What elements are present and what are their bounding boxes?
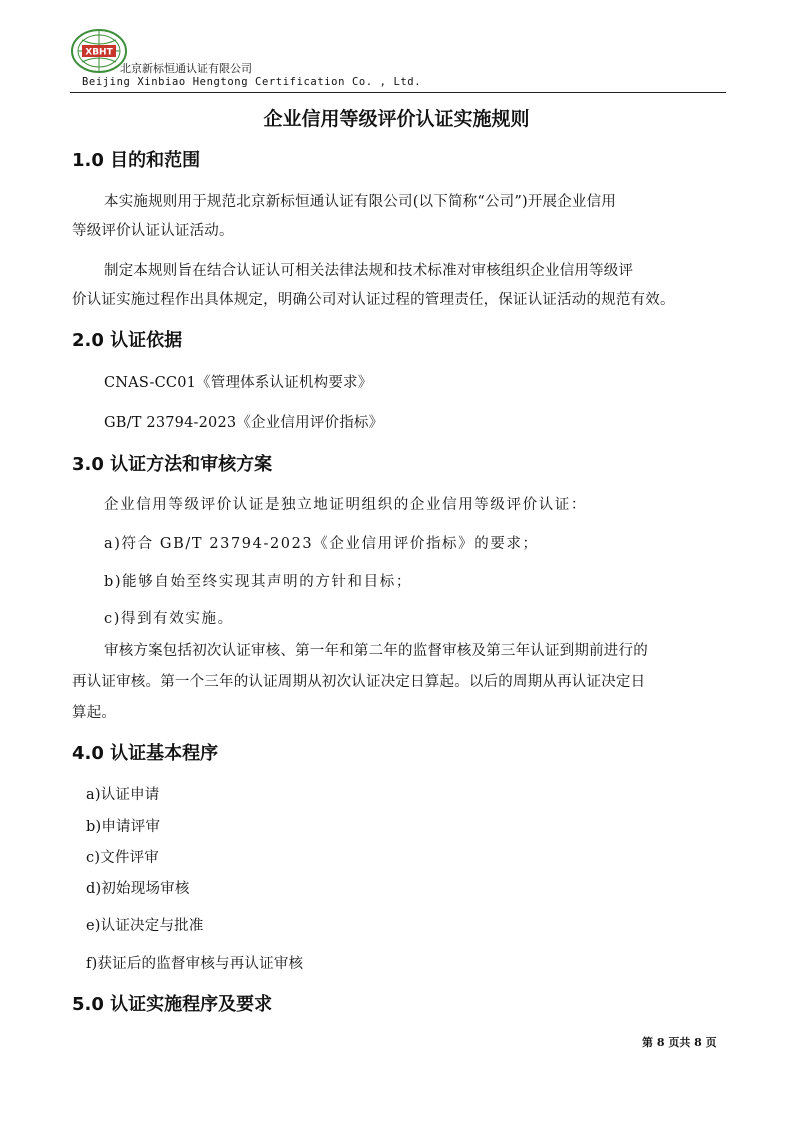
company-name-en: Beijing Xinbiao Hengtong Certification Co. , Ltd. [82,76,422,88]
company-name-cn: 北京新标恒通认证有限公司 [120,62,252,75]
section-3-paragraph-line-2: 再认证审核。第一个三年的认证周期从初次认证决定日算起。以后的周期从再认证决定日 [72,674,646,690]
procedure-item-c: c)文件评审 [86,850,159,866]
procedure-item-d: d)初始现场审核 [86,881,190,897]
header-divider [70,92,726,93]
section-3-paragraph-line-1: 审核方案包括初次认证审核、第一年和第二年的监督审核及第三年认证到期前进行的 [104,643,648,659]
section-5-heading: 5.0 认证实施程序及要求 [72,994,273,1015]
document-title: 企业信用等级评价认证实施规则 [263,108,530,130]
procedure-item-a: a)认证申请 [86,787,160,803]
logo-text: XBHT [85,47,113,58]
section-2-heading: 2.0 认证依据 [72,330,183,351]
section-1-paragraph-2-line-2: 价认证实施过程作出具体规定，明确公司对认证过程的管理责任，保证认证活动的规范有效。 [72,292,675,308]
procedure-item-e: e)认证决定与批准 [86,918,204,934]
section-4-heading: 4.0 认证基本程序 [72,743,219,764]
section-3-item-b: b)能够自始至终实现其声明的方针和目标； [104,574,412,590]
section-3-intro: 企业信用等级评价认证是独立地证明组织的企业信用等级评价认证： [104,497,587,513]
section-3-paragraph-line-3: 算起。 [72,705,117,721]
section-3-heading: 3.0 认证方法和审核方案 [72,454,273,475]
section-1-paragraph-2-line-1: 制定本规则旨在结合认证认可相关法律法规和技术标准对审核组织企业信用等级评 [104,263,634,279]
section-3-item-a: a)符合 GB/T 23794-2023《企业信用评价指标》的要求； [104,536,539,552]
page-number: 第 8 页共 8 页 [642,1036,717,1049]
section-1-heading: 1.0 目的和范围 [72,150,201,171]
basis-item-2: GB/T 23794-2023《企业信用评价指标》 [104,415,384,431]
section-1-paragraph-1-line-1: 本实施规则用于规范北京新标恒通认证有限公司(以下简称“公司”)开展企业信用 [104,194,617,210]
basis-item-1: CNAS-CC01《管理体系认证机构要求》 [104,375,373,391]
procedure-item-b: b)申请评审 [86,819,161,835]
section-3-item-c: c)得到有效实施。 [104,611,234,627]
section-1-paragraph-1-line-2: 等级评价认证认证活动。 [72,223,234,239]
procedure-item-f: f)获证后的监督审核与再认证审核 [86,956,304,972]
